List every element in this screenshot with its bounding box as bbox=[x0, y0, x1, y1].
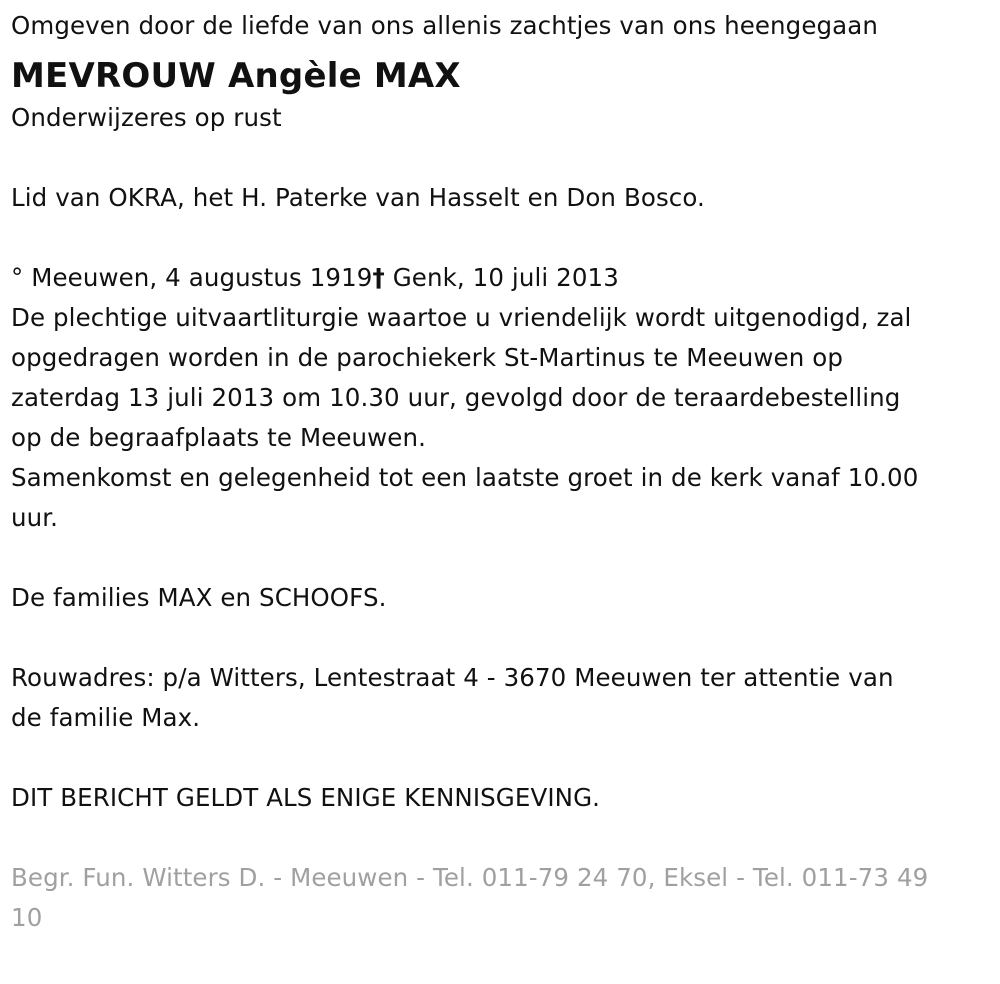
spacer bbox=[11, 618, 991, 658]
gathering-line: uur. bbox=[11, 503, 59, 532]
gathering-line: Samenkomst en gelegenheid tot een laatste groet in de kerk vanaf 10.00 bbox=[11, 463, 919, 492]
notice-statement: DIT BERICHT GELDT ALS ENIGE KENNISGEVING. bbox=[11, 783, 601, 812]
cross-icon: † bbox=[372, 263, 385, 292]
death-text: Genk, 10 juli 2013 bbox=[384, 263, 619, 292]
spacer bbox=[11, 738, 991, 778]
funeral-line: zaterdag 13 juli 2013 om 10.30 uur, gevolgd door de teraardebestelling bbox=[11, 383, 901, 412]
funeral-line: De plechtige uitvaartliturgie waartoe u vriendelijk wordt uitgenodigd, zal bbox=[11, 303, 912, 332]
families-text: De families MAX en SCHOOFS. bbox=[11, 583, 387, 612]
spacer bbox=[11, 218, 991, 258]
address-line: Rouwadres: p/a Witters, Lentestraat 4 - 3670 Meeuwen ter attentie van bbox=[11, 663, 894, 692]
spacer bbox=[11, 538, 991, 578]
intro-text: Omgeven door de liefde van ons allenis zachtjes van ons heengegaan bbox=[11, 11, 879, 40]
undertaker-line: Begr. Fun. Witters D. - Meeuwen - Tel. 011-79 24 70, Eksel - Tel. 011-73 49 bbox=[11, 863, 929, 892]
spacer bbox=[11, 818, 991, 858]
spacer bbox=[11, 138, 991, 178]
undertaker-line: 10 bbox=[11, 903, 43, 932]
address-line: de familie Max. bbox=[11, 703, 201, 732]
birth-death-line bbox=[11, 258, 991, 298]
occupation-text: Onderwijzeres op rust bbox=[11, 103, 282, 132]
deceased-name: MEVROUW Angèle MAX bbox=[11, 56, 461, 96]
funeral-line: op de begraafplaats te Meeuwen. bbox=[11, 423, 426, 452]
birth-text: ° Meeuwen, 4 augustus 1919 bbox=[11, 263, 373, 292]
death-notice bbox=[11, 6, 991, 938]
membership-text: Lid van OKRA, het H. Paterke van Hasselt en Don Bosco. bbox=[11, 183, 705, 212]
funeral-line: opgedragen worden in de parochiekerk St-Martinus te Meeuwen op bbox=[11, 343, 843, 372]
